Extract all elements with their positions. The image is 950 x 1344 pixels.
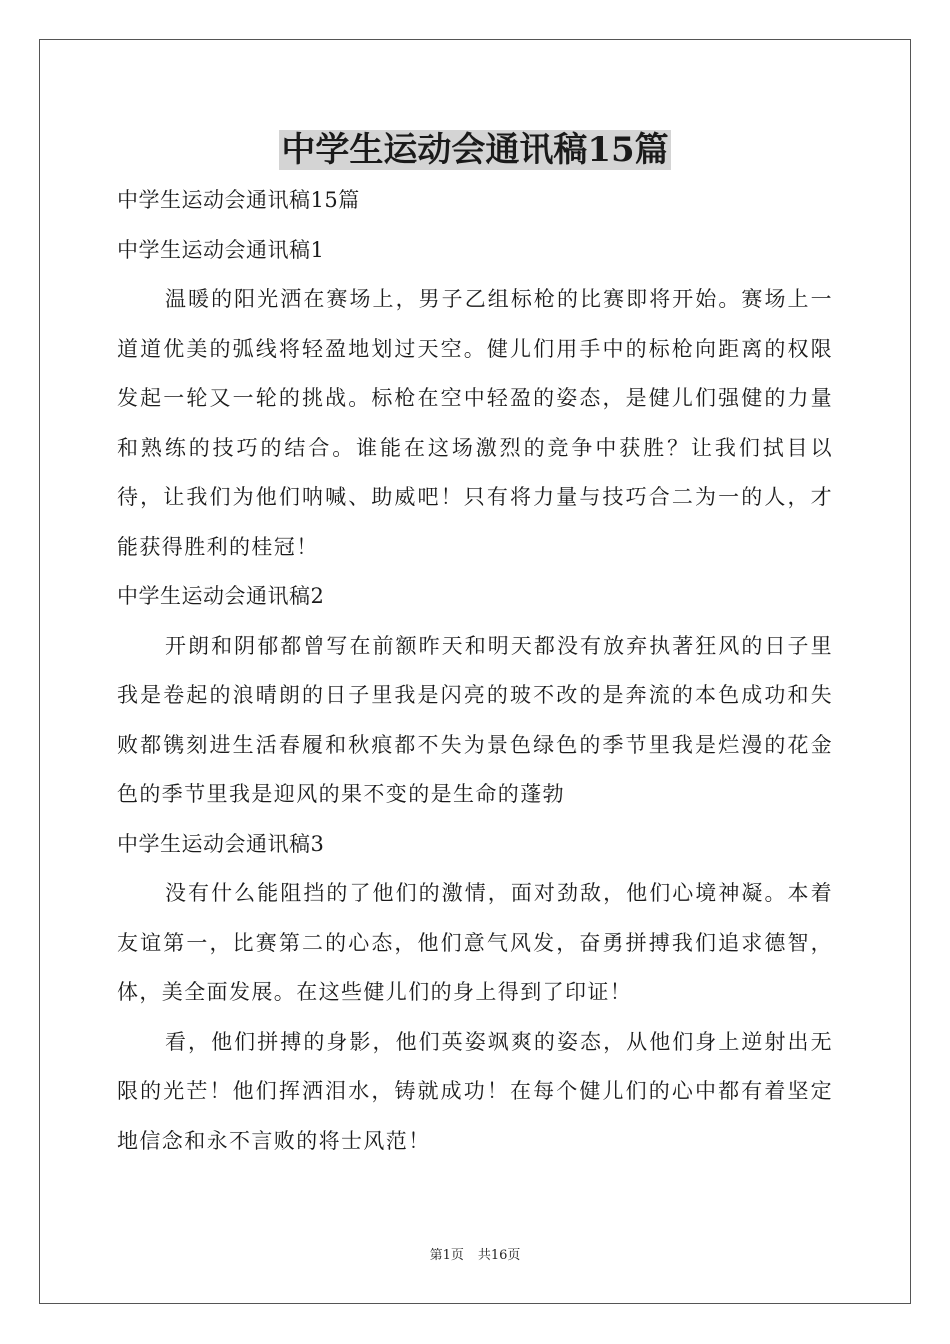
section-heading-3: 中学生运动会通讯稿3 bbox=[117, 831, 325, 856]
page-footer bbox=[0, 1247, 950, 1265]
section-3-paragraph-2: 看，他们拼搏的身影，他们英姿飒爽的姿态，从他们身上逆射出无限的光芒！他们挥洒泪水，铸就成功！在每个健儿们的心中都有着坚定地信念和永不言败的将士风范！ bbox=[117, 1029, 833, 1153]
document-title bbox=[0, 128, 950, 172]
section-2-paragraph-1: 开朗和阴郁都曾写在前额昨天和明天都没有放弃执著狂风的日子里我是卷起的浪晴朗的日子里我是闪亮的玻不改的是奔流的本色成功和失败都镌刻进生活春履和秋痕都不失为景色绿色的季节里我是烂漫的花金色的季节里我是迎风的果不变的是生命的蓬勃 bbox=[117, 633, 833, 806]
section-3-paragraph-1: 没有什么能阻挡的了他们的激情，面对劲敌，他们心境神凝。本着友谊第一，比赛第二的心态，他们意气风发，奋勇拼搏我们追求德智，体，美全面发展。在这些健儿们的身上得到了印证！ bbox=[117, 881, 833, 1004]
page-number: 第1页 bbox=[429, 1248, 464, 1263]
section-heading-1: 中学生运动会通讯稿1 bbox=[117, 237, 325, 262]
document-title-text: 中学生运动会通讯稿15篇 bbox=[281, 130, 669, 170]
section-1-paragraph-1: 温暖的阳光洒在赛场上，男子乙组标枪的比赛即将开始。赛场上一道道优美的弧线将轻盈地划过天空。健儿们用手中的标枪向距离的权限发起一轮又一轮的挑战。标枪在空中轻盈的姿态，是健儿们强健的力量和熟练的技巧的结合。谁能在这场激烈的竞争中获胜？让我们拭目以待，让我们为他们呐喊、助威吧！只有将力量与技巧合二为一的人，才能获得胜利的桂冠！ bbox=[117, 287, 833, 559]
section-heading-2: 中学生运动会通讯稿2 bbox=[117, 584, 325, 608]
document-subtitle: 中学生运动会通讯稿15篇 bbox=[117, 188, 360, 212]
page-total: 共16页 bbox=[477, 1248, 521, 1263]
document-body bbox=[117, 176, 833, 1166]
